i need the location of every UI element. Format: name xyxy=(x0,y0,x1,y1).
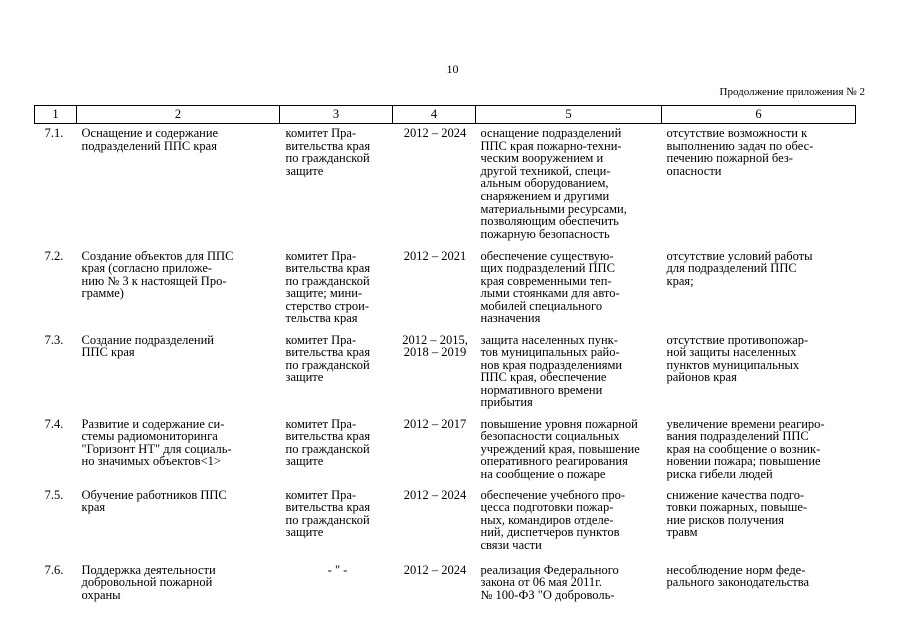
responsible-executor: комитет Пра- вительства края по гражданской защите xyxy=(285,416,371,469)
table-row xyxy=(35,415,856,486)
program-table xyxy=(34,105,856,605)
table-row xyxy=(35,561,856,605)
expected-result: оснащение подразделений ППС края пожарно-техни- ческим вооружением и другой техникой, специ- альным оборудованием, снаряжением и другими материальными ресурсами, позволяющим обеспечить пожарную безопасность xyxy=(480,126,627,241)
implementation-period: 2012 – 2021 xyxy=(403,248,467,263)
row-number: 7.6. xyxy=(44,562,64,577)
table-row xyxy=(35,486,856,561)
responsible-executor: комитет Пра- вительства края по гражданской защите xyxy=(285,126,371,178)
table-row xyxy=(35,124,856,247)
column-header: 6 xyxy=(662,106,856,124)
table-row xyxy=(35,331,856,415)
expected-result: повышение уровня пожарной безопасности социальных учреждений края, повышение оперативного реагирования на сообщение о пожаре xyxy=(480,416,640,481)
expected-result: обеспечение существую- щих подразделений ППС края современными теп- лыми стоянками для авто- мобилей специального назначения xyxy=(480,248,620,326)
responsible-executor: комитет Пра- вительства края по гражданской защите xyxy=(285,487,371,540)
non-implementation-consequence: отсутствие возможности к выполнению задач по обес- печению пожарной без- опасности xyxy=(666,126,814,178)
expected-result: защита населенных пунк- тов муниципальных райо- нов края подразделениями ППС края, обеспечение нормативного времени прибытия xyxy=(480,332,623,410)
implementation-period: 2012 – 2024 xyxy=(403,487,467,502)
activity-name: Поддержка деятельности добровольной пожарной охраны xyxy=(81,562,216,602)
activity-name: Создание объектов для ППС края (согласно приложе- нию № 3 к настоящей Про- грамме) xyxy=(81,248,234,301)
non-implementation-consequence: снижение качества подго- товки пожарных, повыше- ние рисков получения травм xyxy=(666,487,808,540)
row-number: 7.4. xyxy=(44,416,64,431)
page-number: 10 xyxy=(446,62,459,76)
column-header: 1 xyxy=(35,106,77,124)
responsible-executor: комитет Пра- вительства края по гражданской защите xyxy=(285,332,371,385)
row-number: 7.2. xyxy=(44,248,64,263)
implementation-period: 2012 – 2017 xyxy=(403,416,467,431)
table-row xyxy=(35,247,856,331)
non-implementation-consequence: несоблюдение норм феде- рального законодательства xyxy=(666,562,810,590)
column-header: 3 xyxy=(280,106,393,124)
non-implementation-consequence: отсутствие условий работы для подразделений ППС края; xyxy=(666,248,813,288)
implementation-period: 2012 – 2024 xyxy=(403,562,467,577)
activity-name: Оснащение и содержание подразделений ППС края xyxy=(81,126,219,153)
expected-result: реализация Федерального закона от 06 мая 2011г. № 100-ФЗ "О доброволь- xyxy=(480,562,619,602)
responsible-executor: комитет Пра- вительства края по гражданской защите; мини- стерство строи- тельства края xyxy=(285,248,371,326)
column-header: 2 xyxy=(77,106,280,124)
activity-name: Развитие и содержание си- стемы радиомониторинга "Горизонт НТ" для социаль- но значимых объектов<1> xyxy=(81,416,232,469)
implementation-period: 2012 – 2015, 2018 – 2019 xyxy=(402,332,468,360)
row-number: 7.5. xyxy=(44,487,64,502)
row-number: 7.3. xyxy=(44,332,64,347)
responsible-executor: - " - xyxy=(327,562,348,577)
activity-name: Создание подразделений ППС края xyxy=(81,332,214,360)
activity-name: Обучение работников ППС края xyxy=(81,487,227,515)
header-row xyxy=(35,106,856,124)
column-header: 4 xyxy=(393,106,476,124)
implementation-period: 2012 – 2024 xyxy=(403,126,467,140)
column-header: 5 xyxy=(476,106,662,124)
row-number: 7.1. xyxy=(44,126,64,140)
continuation-label: Продолжение приложения № 2 xyxy=(719,86,865,98)
non-implementation-consequence: увеличение времени реагиро- вания подразделений ППС края на сообщение о возник- новении пожара; повышение риска гибели людей xyxy=(666,416,825,481)
expected-result: обеспечение учебного про- цесса подготовки пожар- ных, командиров отделе- ний, диспетчеров пунктов связи части xyxy=(480,487,626,552)
non-implementation-consequence: отсутствие противопожар- ной защиты населенных пунктов муниципальных районов края xyxy=(666,332,809,385)
